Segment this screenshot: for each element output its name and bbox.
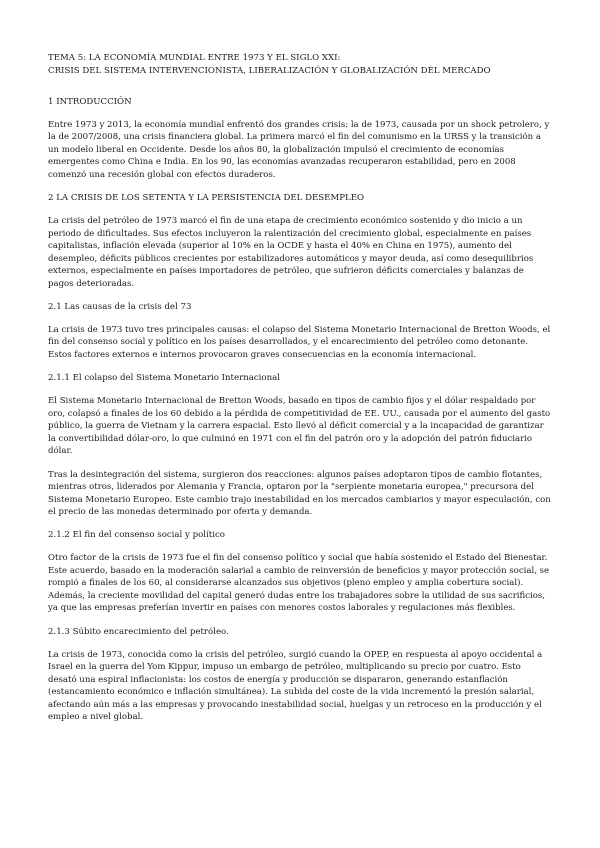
document-title [48,52,552,78]
paragraph: La crisis de 1973 tuvo tres principales causas: el colapso del Sistema Monetario Internacional de Bretton Woods, el fin del consenso social y político en los países desarrollados, y el encarecimiento del petróleo como detonante. Estos factores externos e internos provocaron graves consecuencias en la economía internacional. [48,324,551,360]
section-heading: 2.1 Las causas de la crisis del 73 [48,301,192,312]
section-colapso-sistema-monetario [48,372,552,518]
section-encarecimiento-petroleo [48,626,552,724]
paragraph: Entre 1973 y 2013, la economía mundial enfrentó dos grandes crisis: la de 1973, causada por un shock petrolero, y la de 2007/2008, una crisis financiera global. La primera marcó el fin del comunismo en la URSS y la transición a un modelo liberal en Occidente. Desde los años 80, la globalización impulsó el crecimiento de economías emergentes como China e India. En los 90, las economías avanzadas recuperaron estabilidad, pero en 2008 comenzó una recesión global con efectos duraderos. [48,120,550,180]
section-heading: 2.1.1 El colapso del Sistema Monetario Internacional [48,373,280,384]
section-heading: 2.1.2 El fin del consenso social y político [48,530,225,541]
paragraph: El Sistema Monetario Internacional de Bretton Woods, basado en tipos de cambio fijos y el dólar respaldado por oro, colapsó a finales de los 60 debido a la pérdida de competitividad de EE. UU., causada por el aumento del gasto público, la guerra de Vietnam y la carrera espacial. Esto llevó al déficit comercial y a la incapacidad de garantizar la convertibilidad dólar-oro, lo que culminó en 1971 con el fin del patrón oro y la adopción del patrón fiduciario dólar. [48,396,551,457]
section-crisis-setenta [48,192,552,290]
title-line-1: TEMA 5: LA ECONOMÍA MUNDIAL ENTRE 1973 Y EL SIGLO XXI: [48,53,341,63]
paragraph: La crisis del petróleo de 1973 marcó el fin de una etapa de crecimiento económico sostenido y dio inicio a un periodo de dificultades. Sus efectos incluyeron la ralentización del crecimiento global, especialmente en países capitalistas, inflación elevada (superior al 10% en la OCDE y hasta el 40% en China en 1975), aumento del desempleo, déficits públicos crecientes por estabilizadores automáticos y mayor deuda, así como desequilibrios externos, especialmente en países importadores de petróleo, que sufrieron déficits comerciales y balanzas de pagos deterioradas. [48,216,534,289]
section-fin-consenso [48,529,552,614]
paragraph: La crisis de 1973, conocida como la crisis del petróleo, surgió cuando la OPEP, en respuesta al apoyo occidental a Israel en la guerra del Yom Kippur, impuso un embargo de petróleo, multiplicando su precio por cuatro. Esto desató una espiral inflacionista: los costos de energía y producción se dispararon, generando estanflación (estancamiento económico e inflación simultánea). La subida del coste de la vida incrementó la presión salarial, afectando aún más a las empresas y provocando inestabilidad social, huelgas y un retroceso en la producción y el empleo a nivel global. [48,649,543,722]
section-heading: 1 INTRODUCCIÓN [48,97,132,107]
section-heading: 2 LA CRISIS DE LOS SETENTA Y LA PERSISTENCIA DEL DESEMPLEO [48,193,365,204]
section-heading: 2.1.3 Súbito encarecimiento del petróleo. [48,626,229,637]
section-introduccion [48,96,552,181]
paragraph: Tras la desintegración del sistema, surgieron dos reacciones: algunos países adoptaron tipos de cambio flotantes, mientras otros, liderados por Alemania y Francia, optaron por la "serpiente monetaria europea," precursora del Sistema Monetario Europeo. Este cambio trajo inestabilidad en los mercados cambiarios y mayor especulación, con el precio de las monedas determinado por oferta y demanda. [48,469,551,517]
paragraph: Otro factor de la crisis de 1973 fue el fin del consenso político y social que había sostenido el Estado del Bienestar. Este acuerdo, basado en la moderación salarial a cambio de reinversión de beneficios y mayor protección social, se rompió a finales de los 60, al considerarse alcanzados sus objetivos (pleno empleo y amplia cobertura social). Además, la creciente movilidad del capital generó dudas entre los trabajadores sobre la utilidad de sus sacrificios, ya que las empresas preferían invertir en países con menores costos laborales y regulaciones más flexibles. [48,553,550,614]
section-causas [48,301,552,361]
title-line-2: CRISIS DEL SISTEMA INTERVENCIONISTA, LIBERALIZACIÓN Y GLOBALIZACIÓN DEL MERCADO [48,66,491,76]
